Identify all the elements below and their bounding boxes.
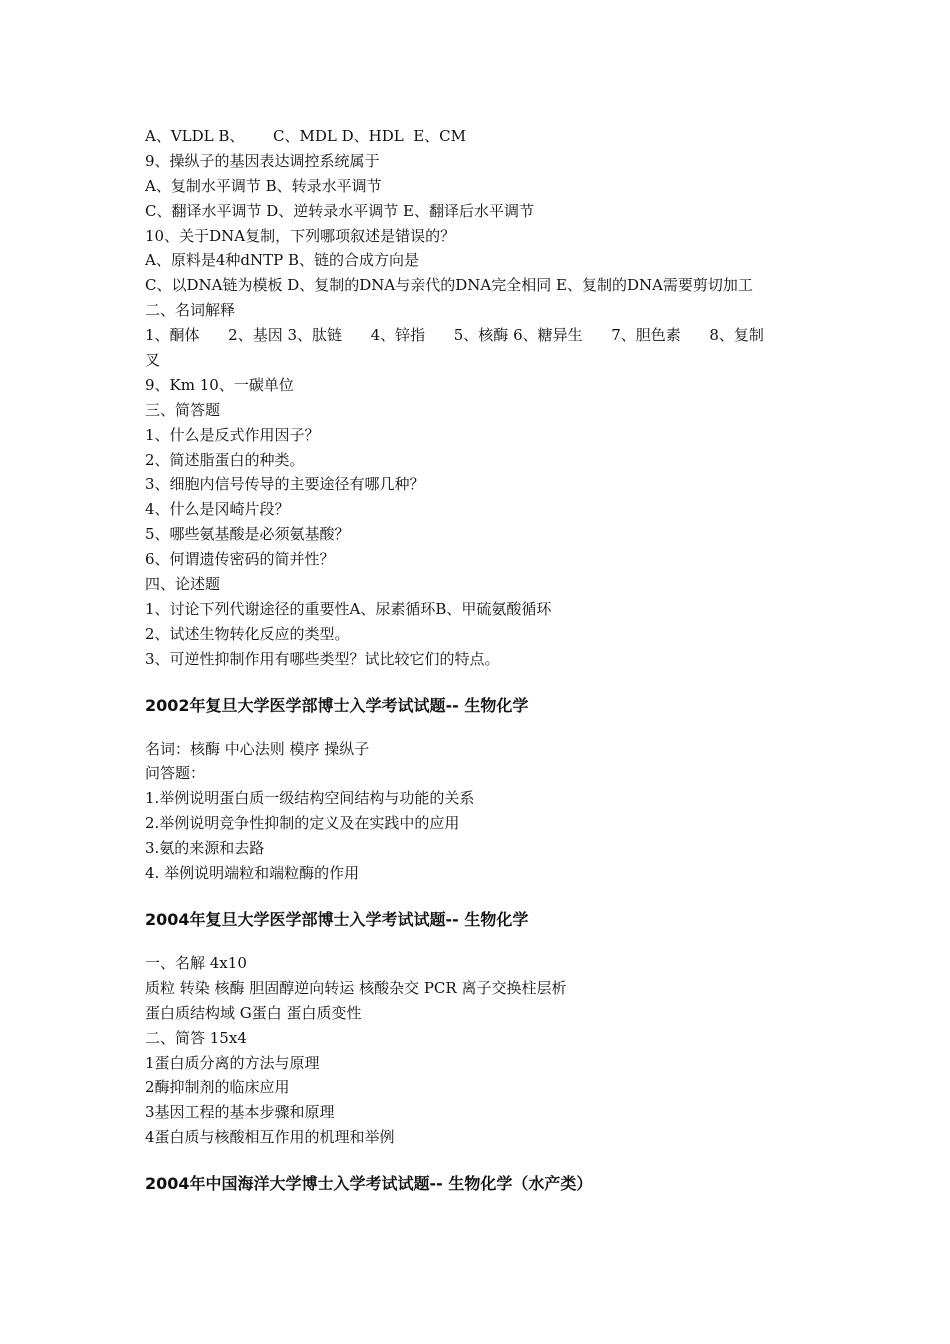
exam-heading-2004-fudan: 2004年复旦大学医学部博士入学考试试题-- 生物化学 (145, 909, 529, 929)
text-line: 4蛋白质与核酸相互作用的机理和举例 (145, 1128, 395, 1147)
text-line: 3、细胞内信号传导的主要途径有哪几种？ (145, 475, 425, 494)
text-line: 3、可逆性抑制作用有哪些类型？试比较它们的特点。 (145, 649, 500, 668)
text-line: 2、简述脂蛋白的种类。 (145, 450, 305, 469)
text-line: 1.举例说明蛋白质一级结构空间结构与功能的关系 (145, 789, 475, 808)
text-line: 2酶抑制剂的临床应用 (145, 1078, 290, 1097)
text-line: 4、什么是冈崎片段？ (145, 500, 290, 519)
document-page (145, 124, 825, 1199)
text-line: A、原料是4种dNTP B、链的合成方向是 (145, 251, 419, 270)
text-line: 4. 举例说明端粒和端粒酶的作用 (145, 864, 360, 883)
text-line: 问答题： (145, 764, 206, 783)
exam-heading-2004-ocean-univ: 2004年中国海洋大学博士入学考试试题-- 生物化学（水产类） (145, 1174, 593, 1194)
text-line: 2、试述生物转化反应的类型。 (145, 624, 350, 643)
text-line: 叉 (145, 351, 161, 370)
text-line: 1、讨论下列代谢途径的重要性A、尿素循环B、甲硫氨酸循环 (145, 599, 552, 618)
text-line: 质粒 转染 核酶 胆固醇逆向转运 核酸杂交 PCR 离子交换柱层析 (145, 978, 567, 997)
text-line: 9、Km 10、一碳单位 (145, 375, 294, 394)
text-line: C、以DNA链为模板 D、复制的DNA与亲代的DNA完全相同 E、复制的DNA需要剪切加工 (145, 276, 753, 295)
text-line: A、VLDL B、 C、MDL D、HDL E、CM (145, 127, 467, 145)
text-line: 1蛋白质分离的方法与原理 (145, 1053, 320, 1072)
text-line: 1、酮体 2、基因 3、肽链 4、锌指 5、核酶 6、糖异生 7、胆色素 8、复制 (145, 326, 764, 345)
text-line: A、复制水平调节 B、转录水平调节 (145, 176, 382, 195)
text-line: 蛋白质结构域 G蛋白 蛋白质变性 (145, 1003, 362, 1022)
text-line: 3.氨的来源和去路 (145, 839, 265, 858)
section-title: 四、论述题 (145, 575, 221, 594)
text-line: 二、简答 15x4 (145, 1028, 247, 1047)
text-line: 1、什么是反式作用因子？ (145, 425, 320, 444)
exam-heading-2002-fudan: 2002年复旦大学医学部博士入学考试试题-- 生物化学 (145, 695, 529, 715)
text-line: 名词：核酶 中心法则 模序 操纵子 (145, 739, 370, 758)
text-line: 6、何谓遗传密码的简并性？ (145, 550, 335, 569)
text-line: C、翻译水平调节 D、逆转录水平调节 E、翻译后水平调节 (145, 201, 534, 220)
text-line: 9、操纵子的基因表达调控系统属于 (145, 151, 380, 170)
text-line: 一、名解 4x10 (145, 953, 247, 972)
text-line: 5、哪些氨基酸是必须氨基酸？ (145, 525, 350, 544)
text-line: 2.举例说明竞争性抑制的定义及在实践中的应用 (145, 814, 460, 833)
text-line: 10、关于DNA复制，下列哪项叙述是错误的？ (145, 226, 456, 245)
text-line: 3基因工程的基本步骤和原理 (145, 1103, 335, 1122)
section-title: 二、名词解释 (145, 301, 236, 320)
section-title: 三、简答题 (145, 400, 221, 419)
